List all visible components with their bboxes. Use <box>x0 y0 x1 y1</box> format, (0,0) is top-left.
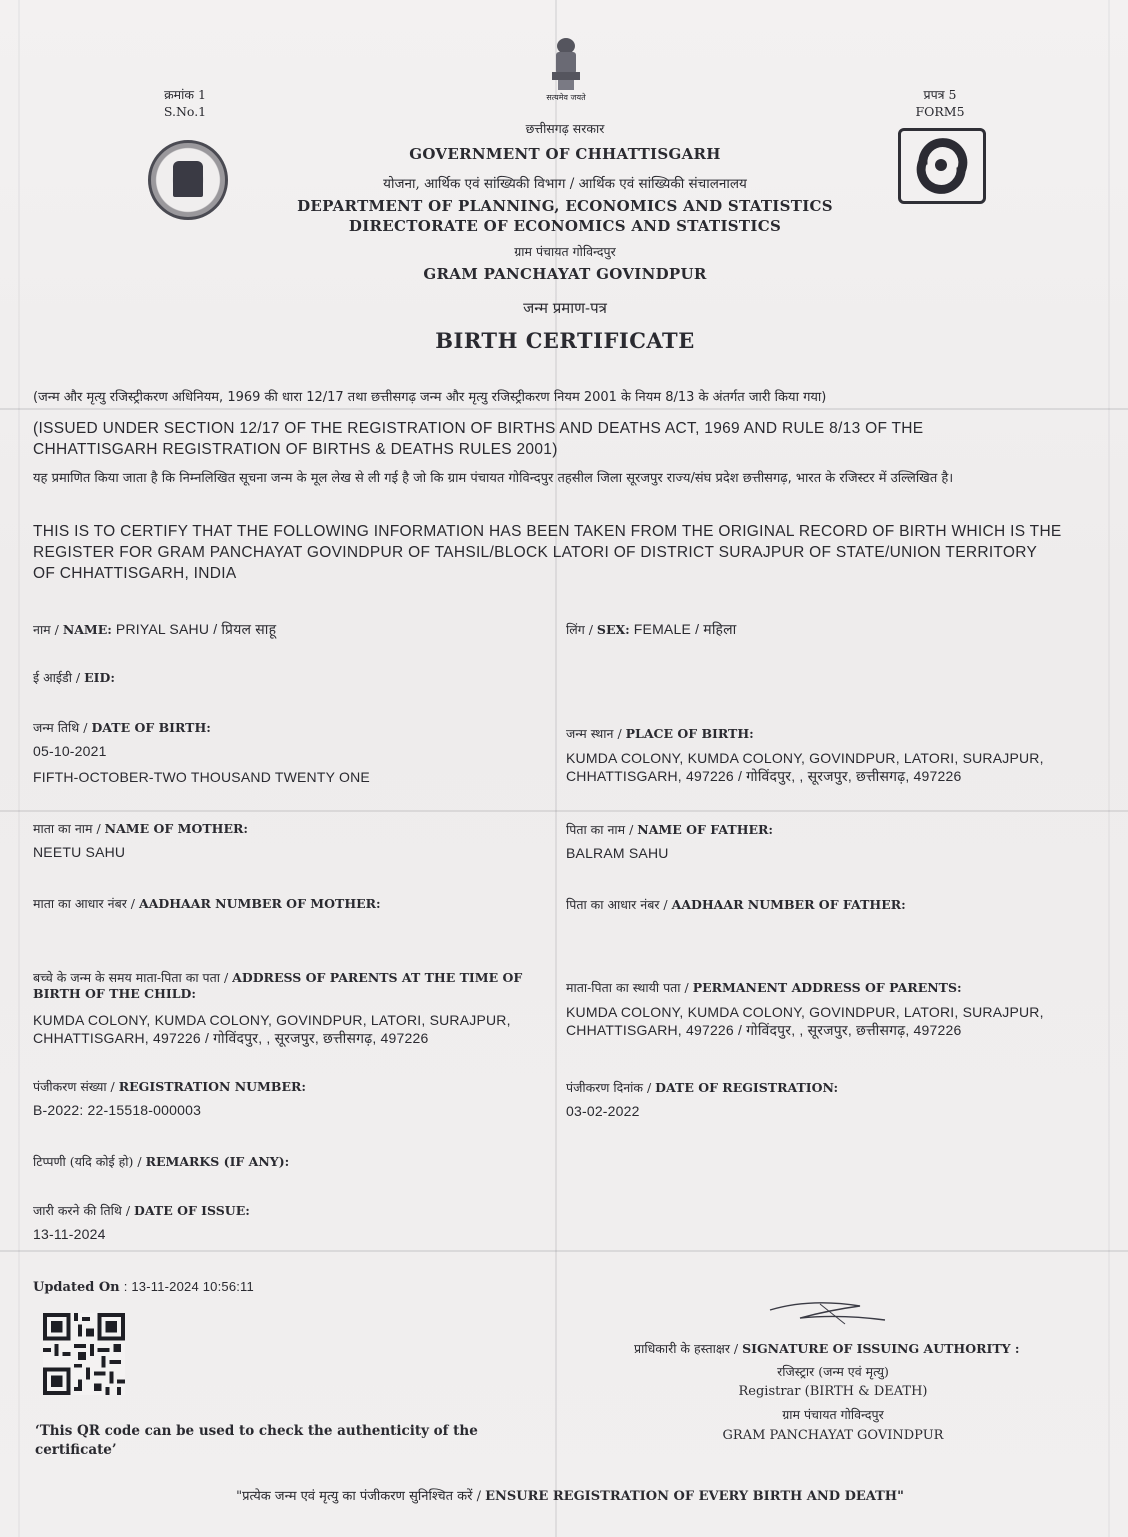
regno-label-hindi: पंजीकरण संख्या / <box>33 1079 119 1094</box>
qr-code-icon[interactable] <box>43 1313 125 1395</box>
emblem-caption: सत्यमेव जयते <box>546 93 586 102</box>
address-perm-value: KUMDA COLONY, KUMDA COLONY, GOVINDPUR, LATORI, SURAJPUR, CHHATTISGARH, 497226 / गोविंदपुर, , सूरजपुर, छत्तीसगढ़, 497226 <box>566 1004 1044 1038</box>
eid-label-hindi: ई आईडी / <box>33 670 85 685</box>
regno-value: B-2022: 22-15518-000003 <box>33 1102 202 1118</box>
father-value: BALRAM SAHU <box>566 845 669 861</box>
dob-words: FIFTH-OCTOBER-TWO THOUSAND TWENTY ONE <box>33 769 370 785</box>
pob-label-row <box>566 725 754 742</box>
national-emblem-icon <box>546 36 586 100</box>
department-name: DEPARTMENT OF PLANNING, ECONOMICS AND STATISTICS <box>297 197 833 215</box>
state-hindi: छत्तीसगढ़ सरकार <box>525 121 605 136</box>
aadhaar-mother-label: AADHAAR NUMBER OF MOTHER: <box>139 896 381 911</box>
slogan-english: ENSURE REGISTRATION OF EVERY BIRTH AND DEATH" <box>485 1489 904 1504</box>
mother-label-hindi: माता का नाम / <box>33 821 105 836</box>
signature-label-hindi: प्राधिकारी के हस्ताक्षर / <box>634 1341 743 1356</box>
aadhaar-father-label: AADHAAR NUMBER OF FATHER: <box>671 897 906 912</box>
pob-label: PLACE OF BIRTH: <box>625 726 754 741</box>
issue-label: DATE OF ISSUE: <box>134 1203 250 1218</box>
eid-field <box>33 669 115 686</box>
registrar-gp-hindi: ग्राम पंचायत गोविन्दपुर <box>782 1407 884 1422</box>
remarks-label: REMARKS (IF ANY): <box>145 1154 290 1169</box>
fold-line <box>18 0 20 1537</box>
aadhaar-mother-field <box>33 895 381 912</box>
slogan-hindi: "प्रत्येक जन्म एवं मृत्यु का पंजीकरण सुनिश्चित करें / <box>236 1489 486 1504</box>
address-birth-label-hindi: बच्चे के जन्म के समय माता-पिता का पता / <box>33 970 233 985</box>
aadhaar-mother-label-hindi: माता का आधार नंबर / <box>33 896 139 911</box>
issue-label-row <box>33 1202 250 1219</box>
remarks-field <box>33 1153 289 1170</box>
fold-line <box>1108 0 1110 1537</box>
updated-label: Updated On <box>33 1280 120 1295</box>
aadhaar-father-field <box>566 896 906 913</box>
dob-label: DATE OF BIRTH: <box>91 720 211 735</box>
gram-panchayat-hindi: ग्राम पंचायत गोविन्दपुर <box>514 244 616 259</box>
registrar-hindi: रजिस्ट्रार (जन्म एवं मृत्यु) <box>777 1364 889 1379</box>
serial-number: S.No.1 <box>163 104 207 119</box>
certify-text: THIS IS TO CERTIFY THAT THE FOLLOWING INFORMATION HAS BEEN TAKEN FROM THE ORIGINAL RECORD OF BIRTH WHICH IS THE REGISTER FOR GRAM PANCHAYAT GOVINDPUR OF TAHSIL/BLOCK LATORI OF DISTRICT SURAJPUR OF STATE/UNION TERRITORY OF CHHATTISGARH, INDIA <box>33 523 1062 582</box>
regdate-label-row <box>566 1079 838 1096</box>
sex-value: FEMALE / महिला <box>633 621 737 637</box>
pob-value: KUMDA COLONY, KUMDA COLONY, GOVINDPUR, LATORI, SURAJPUR, CHHATTISGARH, 497226 / गोविंदपुर, , सूरजपुर, छत्तीसगढ़, 497226 <box>566 750 1044 784</box>
certificate-title: BIRTH CERTIFICATE <box>435 328 695 353</box>
address-perm-label-hindi: माता-पिता का स्थायी पता / <box>566 980 693 995</box>
address-birth-label: ADDRESS OF PARENTS AT THE TIME OF BIRTH OF THE CHILD: <box>33 970 523 1001</box>
slogan <box>100 1486 1040 1504</box>
fold-line <box>0 408 1128 410</box>
registrar-title: Registrar (BIRTH & DEATH) <box>738 1384 928 1399</box>
certify-text-hindi: यह प्रमाणित किया जाता है कि निम्नलिखित सूचना जन्म के मूल लेख से ली गई है जो कि ग्राम पंचायत गोविन्दपुर तहसील जिला सूरजपुर राज्य/संघ प्रदेश छत्तीसगढ़, भारत के रजिस्टर में उल्लिखित है। <box>33 471 954 486</box>
updated-on <box>33 1279 254 1295</box>
mother-value: NEETU SAHU <box>33 844 126 860</box>
fold-line <box>0 1250 1128 1252</box>
address-birth-value: KUMDA COLONY, KUMDA COLONY, GOVINDPUR, LATORI, SURAJPUR, CHHATTISGARH, 497226 / गोविंदपुर, , सूरजपुर, छत्तीसगढ़, 497226 <box>33 1012 511 1046</box>
sex-label-hindi: लिंग / <box>566 622 597 637</box>
form-number: FORM5 <box>915 104 965 119</box>
mother-label: NAME OF MOTHER: <box>104 821 248 836</box>
eid-label: EID: <box>84 670 115 685</box>
name-field <box>33 620 553 639</box>
signature-label-row <box>634 1340 1020 1357</box>
crs-logo-icon <box>898 128 986 204</box>
name-value: PRIYAL SAHU / प्रियल साहू <box>115 621 277 637</box>
dob-label-hindi: जन्म तिथि / <box>33 720 92 735</box>
gram-panchayat: GRAM PANCHAYAT GOVINDPUR <box>423 265 707 283</box>
qr-note: ‘This QR code can be used to check the authenticity of the certificate’ <box>35 1423 478 1458</box>
registrar-gp: GRAM PANCHAYAT GOVINDPUR <box>722 1428 944 1443</box>
regdate-value: 03-02-2022 <box>566 1103 640 1119</box>
father-label-row <box>566 821 773 838</box>
remarks-label-hindi: टिप्पणी (यदि कोई हो) / <box>33 1154 146 1169</box>
serial-hindi: क्रमांक 1 <box>164 87 206 102</box>
address-birth-label-row <box>33 970 543 1002</box>
signature-label: SIGNATURE OF ISSUING AUTHORITY : <box>742 1341 1020 1356</box>
form-hindi: प्रपत्र 5 <box>923 87 957 102</box>
dob-label-row <box>33 719 211 736</box>
address-perm-label: PERMANENT ADDRESS OF PARENTS: <box>692 980 962 995</box>
department-hindi: योजना, आर्थिक एवं सांख्यिकी विभाग / आर्थिक एवं सांख्यिकी संचालनालय <box>383 176 747 192</box>
act-text-hindi: (जन्म और मृत्यु रजिस्ट्रीकरण अधिनियम, 1969 की धारा 12/17 तथा छत्तीसगढ़ जन्म और मृत्यु रजिस्ट्रीकरण नियम 2001 के नियम 8/13 के अंतर्गत जारी किया गया) <box>33 390 827 405</box>
updated-value: : 13-11-2024 10:56:11 <box>123 1279 254 1294</box>
sex-field <box>566 620 1086 639</box>
mother-label-row <box>33 820 248 837</box>
aadhaar-father-label-hindi: पिता का आधार नंबर / <box>566 897 672 912</box>
issue-value: 13-11-2024 <box>33 1226 106 1242</box>
signature-image <box>760 1296 900 1336</box>
state-government: GOVERNMENT OF CHHATTISGARH <box>409 145 721 163</box>
regno-label-row <box>33 1078 306 1095</box>
sex-label: SEX: <box>596 622 630 637</box>
father-label: NAME OF FATHER: <box>637 822 774 837</box>
dob-value: 05-10-2021 <box>33 743 107 759</box>
father-label-hindi: पिता का नाम / <box>566 822 638 837</box>
pob-label-hindi: जन्म स्थान / <box>566 726 626 741</box>
regdate-label-hindi: पंजीकरण दिनांक / <box>566 1080 656 1095</box>
issue-label-hindi: जारी करने की तिथि / <box>33 1203 135 1218</box>
directorate-name: DIRECTORATE OF ECONOMICS AND STATISTICS <box>348 217 782 235</box>
address-perm-label-row <box>566 979 962 996</box>
regno-label: REGISTRATION NUMBER: <box>118 1079 306 1094</box>
name-label: NAME: <box>62 622 112 637</box>
title-hindi: जन्म प्रमाण-पत्र <box>523 299 607 317</box>
regdate-label: DATE OF REGISTRATION: <box>655 1080 839 1095</box>
act-text: (ISSUED UNDER SECTION 12/17 OF THE REGISTRATION OF BIRTHS AND DEATHS ACT, 1969 AND RULE 8/13 OF THE CHHATTISGARH REGISTRATION OF BIRTHS & DEATHS RULES 2001) <box>33 420 924 458</box>
fold-line <box>0 810 1128 812</box>
name-label-hindi: नाम / <box>33 622 63 637</box>
